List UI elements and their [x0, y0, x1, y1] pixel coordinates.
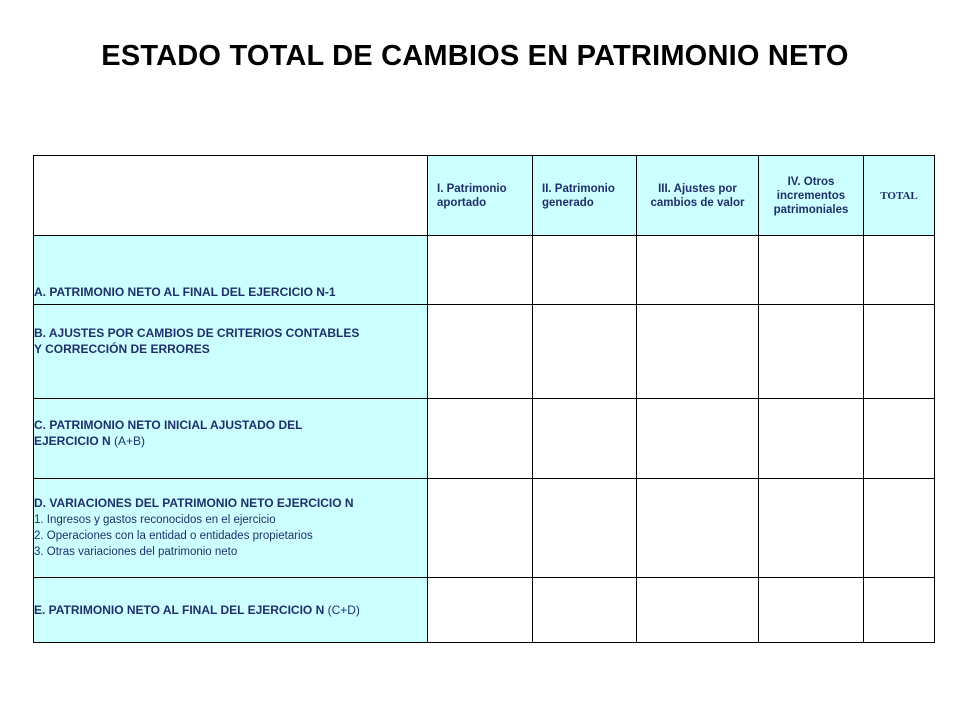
- table-cell[interactable]: [864, 236, 935, 305]
- table-cell[interactable]: [428, 479, 533, 578]
- table-cell[interactable]: [533, 305, 637, 399]
- table-header-row: [34, 156, 935, 236]
- table-row-e: [34, 578, 935, 643]
- table-cell[interactable]: [759, 578, 864, 643]
- table-cell[interactable]: [637, 479, 759, 578]
- row-d-item-1: 1. Ingresos y gastos reconocidos en el ejercicio: [34, 514, 276, 526]
- table-cell[interactable]: [864, 578, 935, 643]
- row-d-item-3: 3. Otras variaciones del patrimonio neto: [34, 546, 238, 558]
- column-header-patrimonio-aportado: I. Patrimonio aportado: [428, 156, 533, 236]
- table-cell[interactable]: [533, 578, 637, 643]
- table-cell[interactable]: [428, 578, 533, 643]
- row-d-item-2: 2. Operaciones con la entidad o entidades propietarios: [34, 530, 313, 542]
- column-header-otros-incrementos: IV. Otros incrementos patrimoniales: [759, 156, 864, 236]
- table-row-d: [34, 479, 935, 578]
- table-row-a: [34, 236, 935, 305]
- row-label-d: D. VARIACIONES DEL PATRIMONIO NETO EJERCICIO N 1. Ingresos y gastos reconocidos en el ejercicio 2. Operaciones con la entidad o entidades propietarios 3. Otras variaciones del patrimonio neto: [34, 479, 428, 578]
- header-corner-cell: [34, 156, 428, 236]
- column-header-patrimonio-generado: II. Patrimonio generado: [533, 156, 637, 236]
- table-cell[interactable]: [759, 479, 864, 578]
- table-cell[interactable]: [864, 305, 935, 399]
- table-cell[interactable]: [637, 399, 759, 479]
- row-label-e: E. PATRIMONIO NETO AL FINAL DEL EJERCICIO N (C+D): [34, 578, 428, 643]
- table-cell[interactable]: [637, 305, 759, 399]
- table-cell[interactable]: [637, 236, 759, 305]
- table-row-c: [34, 399, 935, 479]
- table-cell[interactable]: [759, 236, 864, 305]
- table-cell[interactable]: [428, 399, 533, 479]
- page-title: ESTADO TOTAL DE CAMBIOS EN PATRIMONIO NETO: [101, 40, 849, 72]
- table-cell[interactable]: [428, 236, 533, 305]
- table-cell[interactable]: [533, 236, 637, 305]
- row-label-b: B. AJUSTES POR CAMBIOS DE CRITERIOS CONTABLES Y CORRECCIÓN DE ERRORES: [34, 305, 428, 399]
- table-cell[interactable]: [759, 305, 864, 399]
- equity-changes-table: [33, 155, 935, 643]
- table-cell[interactable]: [864, 399, 935, 479]
- table-cell[interactable]: [864, 479, 935, 578]
- table-cell[interactable]: [533, 399, 637, 479]
- table-row-b: [34, 305, 935, 399]
- row-label-c: C. PATRIMONIO NETO INICIAL AJUSTADO DEL EJERCICIO N (A+B): [34, 399, 428, 479]
- column-header-total: TOTAL: [864, 156, 935, 236]
- table-cell[interactable]: [759, 399, 864, 479]
- table-cell[interactable]: [428, 305, 533, 399]
- row-label-a: A. PATRIMONIO NETO AL FINAL DEL EJERCICIO N-1: [34, 236, 428, 305]
- table-cell[interactable]: [533, 479, 637, 578]
- column-header-ajustes-valor: III. Ajustes por cambios de valor: [637, 156, 759, 236]
- table-cell[interactable]: [637, 578, 759, 643]
